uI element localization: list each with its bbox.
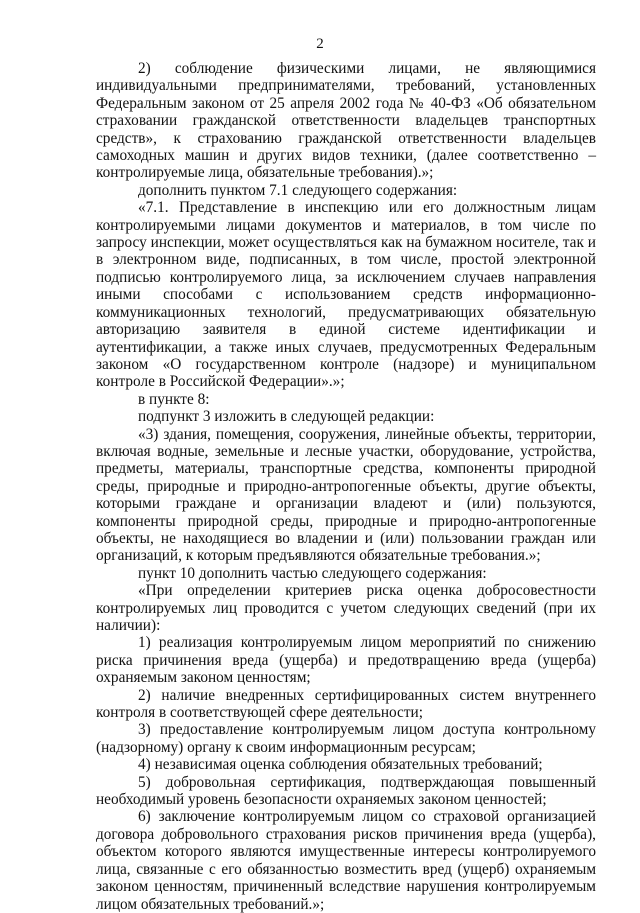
paragraph-criteria-intro: «При определении критериев риска оценка добросовестности контролируемых лиц проводится с учетом следующих сведений (при их наличии): [96, 582, 596, 634]
paragraph-criterion-2: 2) наличие внедренных сертифицированных систем внутреннего контроля в соответствующей сфере деятельности; [96, 686, 596, 722]
paragraph-item-10-intro: пункт 10 дополнить частью следующего содержания: [138, 564, 487, 582]
paragraph-add-7-1: дополнить пунктом 7.1 следующего содержания: [138, 181, 458, 199]
paragraph-criterion-6: 6) заключение контролируемым лицом со страховой организацией договора добровольного страхования рисков причинения вреда (ущерба), объектом которого являются имущественные интересы контролируемого лица, связанные с его обязанностью возместить вред (ущерб) охраняемым законом ценностям, причиненный вследствие нарушения контролируемым лицом обязательных требований.»; [96, 808, 596, 913]
paragraph-criterion-4: 4) независимая оценка соблюдения обязательных требований; [138, 756, 543, 774]
paragraph-in-item-8: в пункте 8: [138, 390, 210, 408]
paragraph-subitem-2: 2) соблюдение физическими лицами, не являющимися индивидуальными предпринимателями, требований, установленных Федеральным законом от 25 апреля 2002 года № 40-ФЗ «Об обязательном страховании гражданской ответственности владельцев транспортных средств», к страхованию гражданской ответственности владельцев самоходных машин и других видов техники, (далее соответственно – контролируемые лица, обязательные требования).»; [96, 60, 596, 182]
paragraph-subitem-3: «3) здания, помещения, сооружения, линейные объекты, территории, включая водные, земельные и лесные участки, оборудование, устройства, предметы, материалы, транспортные средства, компоненты природной среды, природные и природно-антропогенные объекты, другие объекты, которыми граждане и организации владеют и (или) пользуются, компоненты природной среды, природные и природно-антропогенные объекты, не находящиеся во владении и (или) пользовании граждан или организаций, к которым предъявляются обязательные требования.»; [96, 425, 596, 565]
paragraph-subitem-3-intro: подпункт 3 изложить в следующей редакции: [138, 408, 435, 426]
page-number: 2 [316, 36, 324, 52]
paragraph-criterion-3: 3) предоставление контролируемым лицом доступа контрольному (надзорному) органу к своим информационным ресурсам; [96, 721, 596, 756]
paragraph-item-7-1: «7.1. Представление в инспекцию или его должностным лицам контролируемыми лицами документов и материалов, в том числе по запросу инспекции, может осуществляться как на бумажном носителе, так и в электронном виде, подписанных, в том числе, простой электронной подписью контролируемого лица, за исключением случаев направления иными способами с использованием средств информационно-коммуникационных технологий, предусматривающих обязательную авторизацию заявителя в единой системе идентификации и аутентификации, а также иных случаев, предусмотренных Федеральным законом «О государственном контроле (надзоре) и муниципальном контроле в Российской Федерации».»; [96, 199, 596, 391]
paragraph-criterion-5: 5) добровольная сертификация, подтверждающая повышенный необходимый уровень безопасности охраняемых законом ценностей; [96, 773, 596, 809]
paragraph-criterion-1: 1) реализация контролируемым лицом мероприятий по снижению риска причинения вреда (ущерба) и предотвращению вреда (ущерба) охраняемым законом ценностям; [96, 634, 596, 687]
document-body [96, 60, 596, 913]
